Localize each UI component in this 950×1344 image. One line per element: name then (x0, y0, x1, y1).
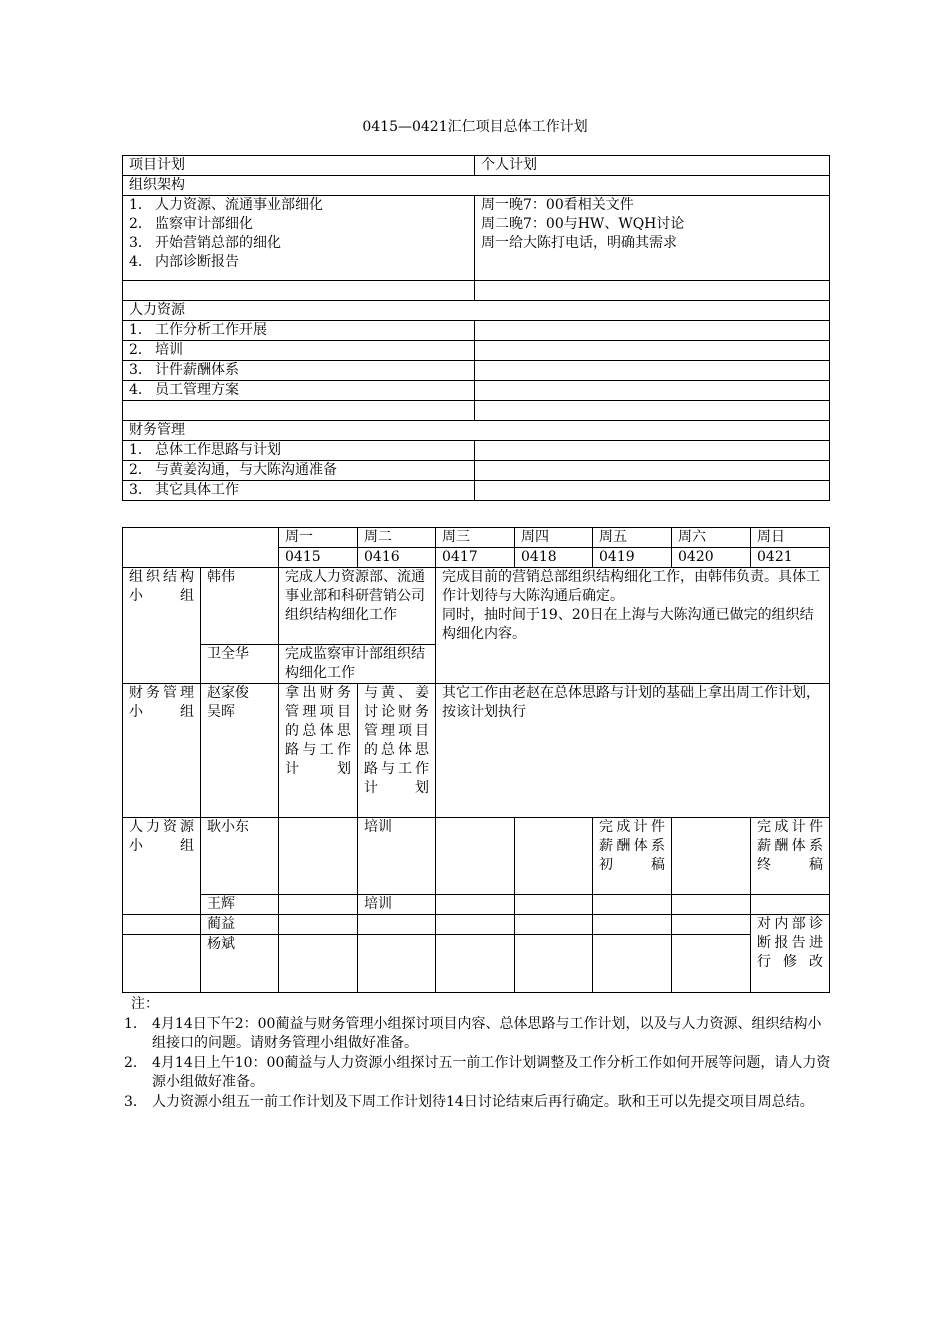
member-name: 杨斌 (201, 935, 279, 993)
task-cell: 完成人力资源部、流通事业部和科研营销公司组织结构细化工作 (279, 568, 436, 645)
member-names (201, 684, 279, 818)
task-cell: 完成目前的营销总部组织结构细化工作，由韩伟负责。具体工作计划待与大陈沟通后确定。 同时，抽时间于19、20日在上海与大陈沟通已做完的组织结构细化内容。 (436, 568, 830, 684)
group-label-org: 组织结构小组 (123, 568, 201, 684)
member-name: 王辉 (201, 895, 279, 915)
list-item: 周一给大陈打电话，明确其需求 (481, 235, 677, 251)
finance-item: 2． 与黄姜沟通，与大陈沟通准备 (123, 461, 475, 481)
notes-section (124, 995, 831, 1112)
task-cell: 培训 (358, 895, 436, 915)
org-items: 1． 人力资源、流通事业部细化 2． 监察审计部细化 3． 开始营销总部的细化 4． 内部诊断报告 (123, 196, 475, 281)
date-header: 0420 (672, 548, 751, 568)
group-label-hr: 人力资源小组 (123, 818, 201, 915)
member-name: 赵家俊 (207, 685, 249, 701)
hr-item: 1． 工作分析工作开展 (123, 321, 475, 341)
task-cell: 完成计件薪酬体系终稿 (751, 818, 830, 895)
member-name: 吴晖 (207, 704, 235, 720)
org-personal-plan (475, 196, 830, 281)
day-header: 周六 (672, 528, 751, 548)
page-title: 0415—0421汇仁项目总体工作计划 (362, 119, 588, 135)
finance-item: 3． 其它具体工作 (123, 481, 475, 501)
date-header: 0417 (436, 548, 515, 568)
day-header: 周一 (279, 528, 358, 548)
day-header: 周二 (358, 528, 436, 548)
task-cell: 拿出财务管理项目的总体思路与工作计划 (279, 684, 358, 818)
day-header: 周日 (751, 528, 830, 548)
date-header: 0418 (515, 548, 593, 568)
task-cell: 完成计件薪酬体系初稿 (593, 818, 672, 895)
task-cell: 培训 (358, 818, 436, 895)
day-header: 周五 (593, 528, 672, 548)
note-item: 2． 4月14日上午10：00蔺益与人力资源小组探讨五一前工作计划调整及工作分析工作如何开展等问题，请人力资源小组做好准备。 (124, 1055, 831, 1090)
notes-label: 注： (131, 996, 159, 1012)
hr-item: 2． 培训 (123, 341, 475, 361)
list-item: 监察审计部细化 (155, 216, 253, 232)
task-cell: 完成监察审计部组织结构细化工作 (279, 645, 436, 684)
member-name: 耿小东 (201, 818, 279, 895)
section-heading-org: 组织架构 (123, 176, 830, 196)
list-item: 内部诊断报告 (155, 254, 239, 270)
list-item: 人力资源、流通事业部细化 (155, 197, 323, 213)
member-name: 蔺益 (201, 915, 279, 935)
section-heading-hr: 人力资源 (123, 301, 830, 321)
member-name: 韩伟 (201, 568, 279, 645)
col-header-project: 项目计划 (123, 156, 475, 176)
list-item: 开始营销总部的细化 (155, 235, 281, 251)
task-cell: 对内部诊断报告进行修改 (751, 915, 830, 993)
list-item: 周一晚7：00看相关文件 (481, 197, 634, 213)
note-item: 3． 人力资源小组五一前工作计划及下周工作计划待14日讨论结束后再行确定。耿和王可以先提交项目周总结。 (124, 1094, 814, 1110)
date-header: 0415 (279, 548, 358, 568)
note-item: 1． 4月14日下午2：00蔺益与财务管理小组探讨项目内容、总体思路与工作计划，以及与人力资源、组织结构小组接口的问题。请财务管理小组做好准备。 (124, 1016, 822, 1051)
day-header: 周三 (436, 528, 515, 548)
weekly-schedule-table (122, 527, 830, 993)
col-header-personal: 个人计划 (475, 156, 830, 176)
task-cell: 与黄、姜讨论财务管理项目的总体思路与工作计划 (358, 684, 436, 818)
list-item: 周二晚7：00与HW、WQH讨论 (481, 216, 685, 232)
hr-item: 3． 计件薪酬体系 (123, 361, 475, 381)
task-cell: 其它工作由老赵在总体思路与计划的基础上拿出周工作计划，按该计划执行 (436, 684, 830, 818)
day-header: 周四 (515, 528, 593, 548)
date-header: 0416 (358, 548, 436, 568)
finance-item: 1． 总体工作思路与计划 (123, 441, 475, 461)
group-label-finance: 财务管理小组 (123, 684, 201, 818)
section-heading-finance: 财务管理 (123, 421, 830, 441)
date-header: 0419 (593, 548, 672, 568)
member-name: 卫全华 (201, 645, 279, 684)
date-header: 0421 (751, 548, 830, 568)
hr-item: 4． 员工管理方案 (123, 381, 475, 401)
project-plan-table (122, 155, 830, 501)
